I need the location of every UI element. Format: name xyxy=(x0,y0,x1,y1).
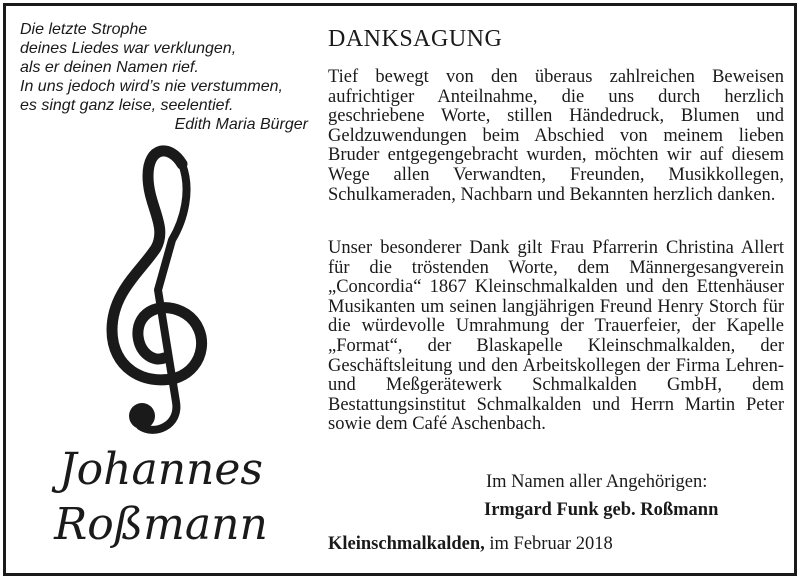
poem xyxy=(20,20,310,134)
poem-line: als er deinen Namen rief. xyxy=(20,59,199,76)
notice-paragraph-1: Tief bewegt von den überaus zahlreichen Beweisen aufrichtiger Anteilnahme, die uns durch herzlich geschriebene Worte, stillen Händedruck, Blumen und Geldzuwendungen beim Abschied von meinem lieben Bruder entgegengebracht wurden, möchten wir auf diesem Wege allen Verwandten, Freunden, Musikkollegen, Schulkameraden, Nachbarn und Bekannten herzlich danken. xyxy=(328,67,784,205)
signature-intro: Im Namen aller Angehörigen: xyxy=(486,472,708,492)
poem-line: es singt ganz leise, seelentief. xyxy=(20,97,234,114)
poem-author: Edith Maria Bürger xyxy=(174,116,308,133)
deceased-last-name: Roßmann xyxy=(54,499,268,550)
treble-clef-icon xyxy=(98,140,218,440)
place: Kleinschmalkalden, xyxy=(328,534,485,554)
poem-line: Die letzte Strophe xyxy=(20,21,148,38)
notice-heading: DANKSAGUNG xyxy=(328,26,503,52)
deceased-first-name: Johannes xyxy=(59,444,263,495)
poem-line: In uns jedoch wird’s nie verstummen, xyxy=(20,78,283,95)
date: im Februar 2018 xyxy=(484,534,613,554)
place-date xyxy=(328,534,613,555)
left-column xyxy=(6,6,316,573)
signature-name: Irmgard Funk geb. Roßmann xyxy=(484,500,719,520)
notice-paragraph-2: Unser besonderer Dank gilt Frau Pfarrerin Christina Allert für die tröstenden Worte, dem Männergesangverein „Concordia“ 1867 Kleinschmalkalden und den Ettenhäuser Musikanten um seinen langjährigen Freund Henry Storch für die würdevolle Umrahmung der Trauerfeier, der Kapelle „Format“, der Blaskapelle Kleinschmalkalden, der Geschäftsleitung und den Arbeitskollegen der Firma Lehren- und Meßgerätewerk Schmalkalden GmbH, dem Bestattungsinstitut Schmalkalden und Herrn Martin Peter sowie dem Café Aschenbach. xyxy=(328,238,784,435)
poem-line: deines Liedes war verklungen, xyxy=(20,40,237,57)
right-column xyxy=(326,6,786,573)
obituary-frame xyxy=(3,3,797,576)
